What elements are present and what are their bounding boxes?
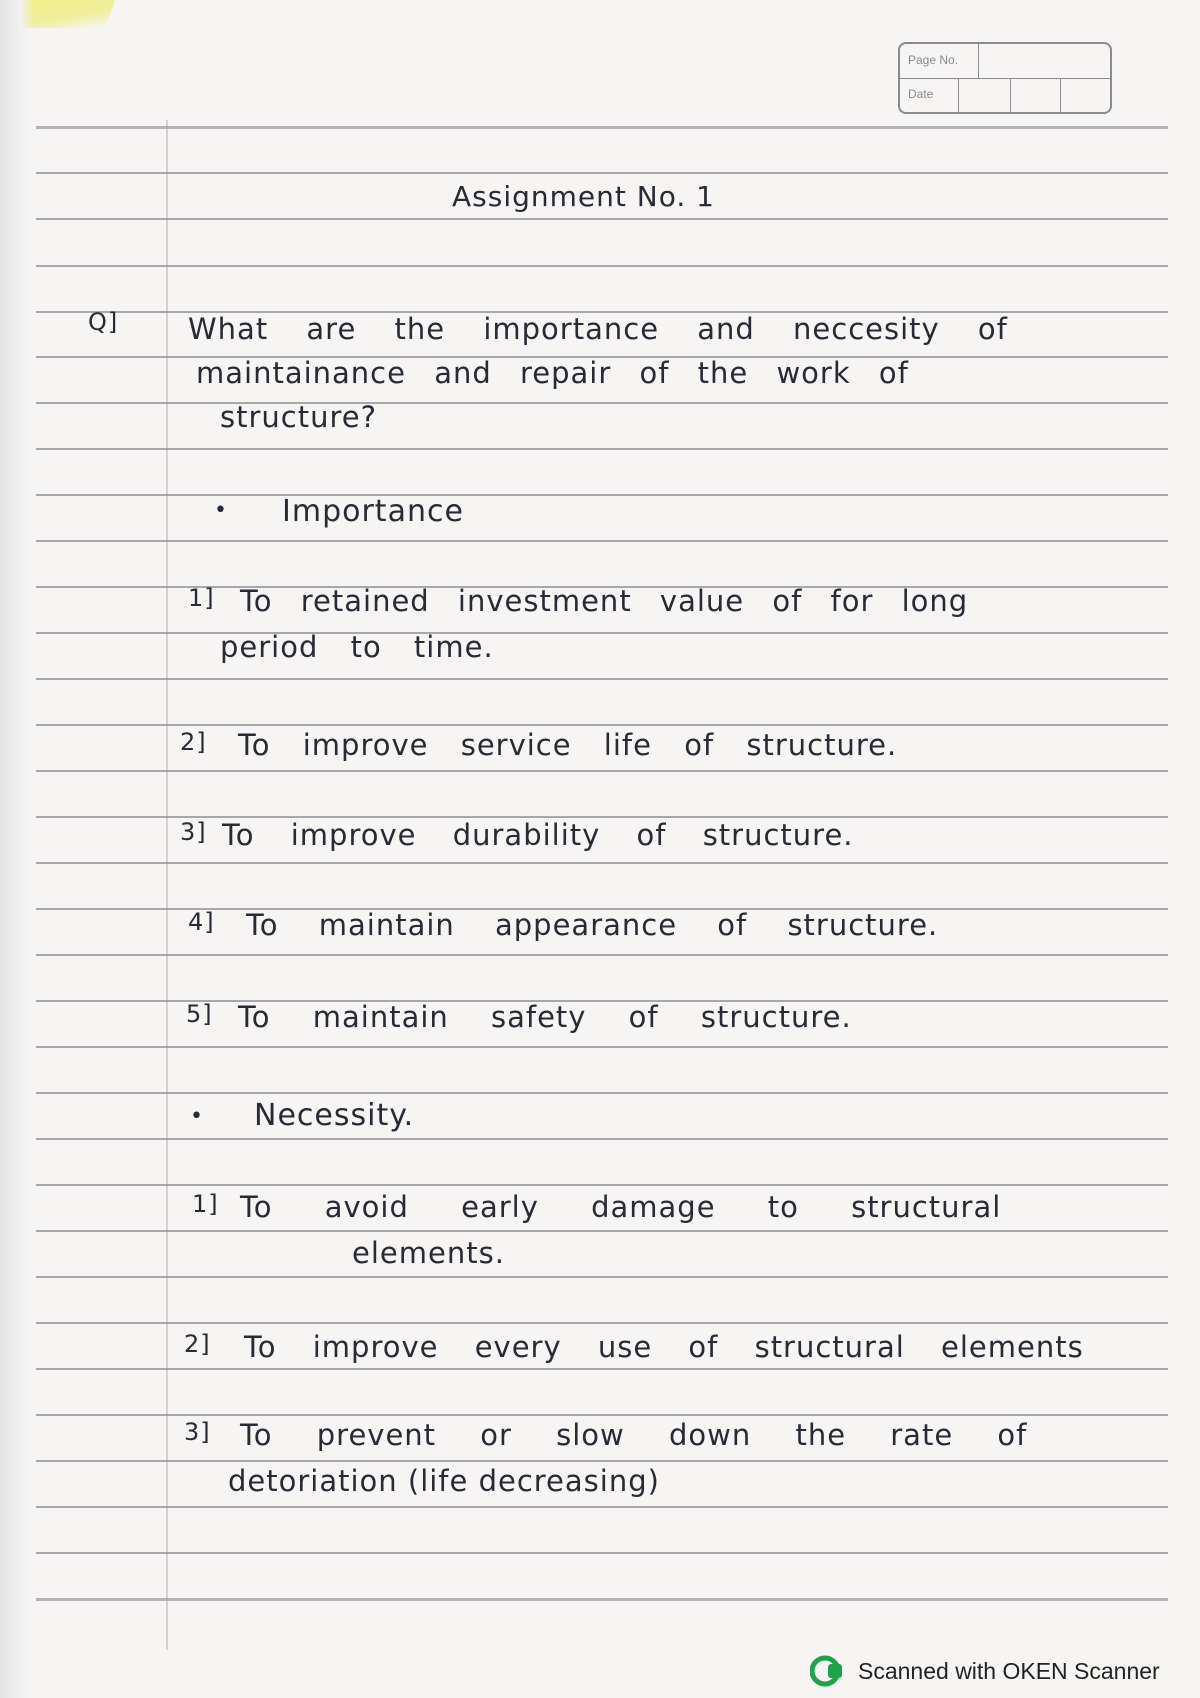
importance-item-2: To improve service life of structure. [238, 728, 898, 762]
ruled-line [36, 494, 1168, 496]
ruled-line [36, 1322, 1168, 1324]
importance-item-4: To maintain appearance of structure. [246, 908, 939, 942]
ruled-line [36, 265, 1168, 267]
scanner-watermark [810, 1652, 1160, 1690]
bullet-icon: • [214, 498, 228, 523]
ruled-line [36, 724, 1168, 726]
ruled-line [36, 678, 1168, 680]
item-number: 5] [186, 1000, 213, 1028]
page-edge-shadow [0, 0, 34, 1698]
necessity-item-1-line-2: elements. [352, 1236, 505, 1270]
ruled-line [36, 1552, 1168, 1554]
page-number-divider [978, 44, 979, 78]
ruled-line [36, 1046, 1168, 1048]
ruled-line [36, 1368, 1168, 1370]
item-number: 3] [180, 818, 207, 846]
ruled-line [36, 126, 1168, 129]
item-number: 4] [188, 908, 215, 936]
necessity-item-3-line-2: detoriation (life decreasing) [228, 1464, 660, 1498]
ruled-line [36, 862, 1168, 864]
question-line-3: structure? [220, 400, 377, 434]
question-label: Q] [88, 308, 119, 336]
question-line-2: maintainance and repair of the work of [196, 356, 909, 390]
page-title: Assignment No. 1 [452, 180, 715, 213]
date-label: Date [908, 87, 934, 101]
item-number: 3] [184, 1418, 211, 1446]
date-cell-divider [1060, 78, 1061, 112]
importance-item-1-line-2: period to time. [220, 630, 494, 664]
item-number: 2] [180, 728, 207, 756]
page-number-label: Page No. [908, 53, 959, 67]
ruled-line [36, 1460, 1168, 1462]
margin-line [166, 120, 168, 1650]
ruled-line [36, 448, 1168, 450]
ruled-line [36, 1184, 1168, 1186]
page-number-date-box [898, 42, 1112, 114]
ruled-line [36, 402, 1168, 404]
ruled-line [36, 954, 1168, 956]
question-line-1: What are the importance and neccesity of [188, 312, 1008, 346]
importance-item-3: To improve durability of structure. [222, 818, 854, 852]
date-cell-divider [958, 78, 959, 112]
importance-item-1-line-1: To retained investment value of for long [240, 584, 969, 618]
item-number: 1] [192, 1190, 219, 1218]
ruled-line [36, 1138, 1168, 1140]
ruled-line [36, 540, 1168, 542]
necessity-item-2: To improve every use of structural elements [244, 1330, 1084, 1364]
ruled-line [36, 632, 1168, 634]
necessity-item-3-line-1: To prevent or slow down the rate of [240, 1418, 1028, 1452]
necessity-heading: Necessity. [254, 1098, 415, 1133]
date-cell-divider [1010, 78, 1011, 112]
ruled-line [36, 218, 1168, 220]
scanner-logo-icon [810, 1654, 844, 1688]
scanner-watermark-text: Scanned with OKEN Scanner [858, 1657, 1160, 1684]
importance-item-5: To maintain safety of structure. [238, 1000, 852, 1034]
ruled-line [36, 770, 1168, 772]
ruled-line [36, 1092, 1168, 1094]
necessity-item-1-line-1: To avoid early damage to structural [240, 1190, 1002, 1224]
ruled-line [36, 1598, 1168, 1601]
bullet-icon: • [190, 1104, 204, 1129]
item-number: 1] [188, 584, 215, 612]
ruled-line [36, 1230, 1168, 1232]
item-number: 2] [184, 1330, 211, 1358]
ruled-line [36, 1276, 1168, 1278]
importance-heading: Importance [282, 494, 464, 529]
ruled-line [36, 1414, 1168, 1416]
page-number-row [900, 44, 1110, 79]
ruled-line [36, 172, 1168, 174]
ruled-line [36, 1506, 1168, 1508]
